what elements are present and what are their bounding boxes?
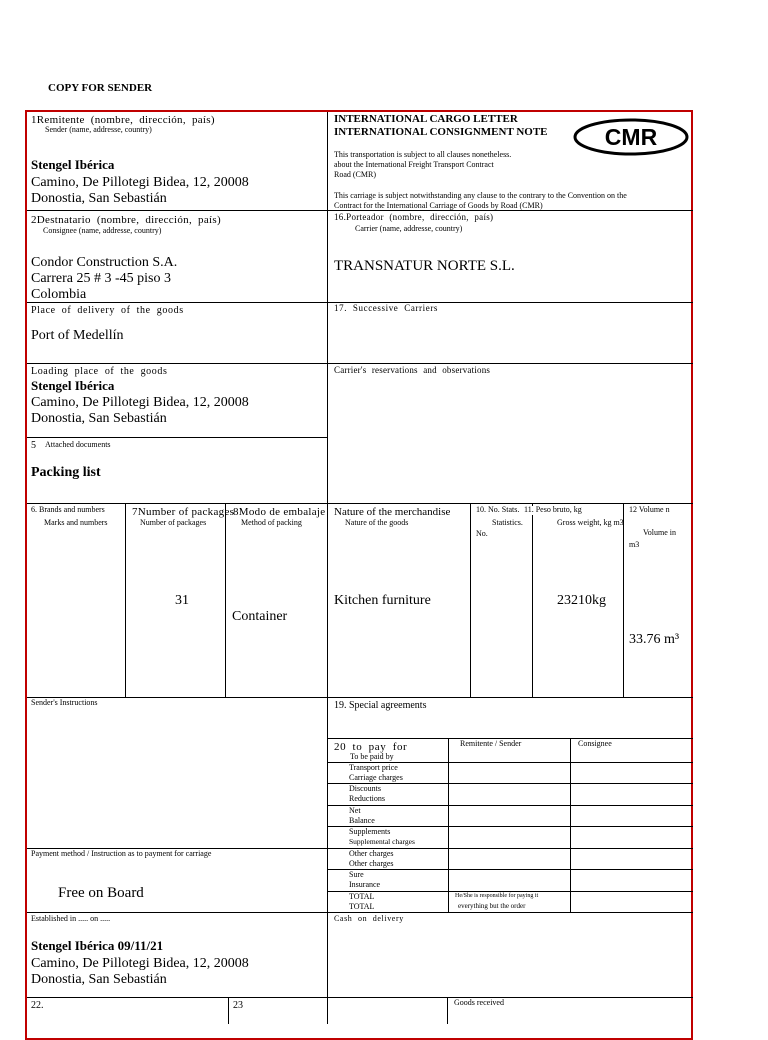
divider xyxy=(448,738,449,912)
divider xyxy=(27,363,693,364)
clause-2b: Contract for the International Carriage of Goods by Road (CMR) xyxy=(334,201,543,210)
consignee-address-1: Carrera 25 # 3 -45 piso 3 xyxy=(31,271,171,286)
merchandise-value: Kitchen furniture xyxy=(334,593,431,608)
packing-value: Container xyxy=(232,609,288,624)
col8-label: 8Modo de embalaje xyxy=(233,506,326,518)
divider xyxy=(328,891,693,892)
box19-label: 19. Special agreements xyxy=(334,700,427,711)
goods-received-label: Goods received xyxy=(454,998,504,1007)
box5-label: Attached documents xyxy=(45,440,111,449)
charge-row-sublabel: Balance xyxy=(349,816,375,825)
col6-sublabel: Marks and numbers xyxy=(44,518,108,527)
box2-label: 2Destnatario (nombre, dirección, país) xyxy=(31,214,221,226)
packages-value: 31 xyxy=(175,593,189,608)
divider xyxy=(532,503,533,697)
divider xyxy=(27,697,693,698)
reservations-label: Carrier's reservations and observations xyxy=(334,365,491,375)
charge-row-label: TOTAL xyxy=(349,892,375,901)
divider xyxy=(225,503,226,697)
clause-2a: This carriage is subject notwithstanding any clause to the contrary to the Convention on the xyxy=(334,191,627,200)
clause-1b: about the International Freight Transport Contract xyxy=(334,160,494,169)
clause-1c: Road (CMR) xyxy=(334,170,376,179)
volume-value: 33.76 m³ xyxy=(629,632,680,647)
loading-address-2: Donostia, San Sebastián xyxy=(31,411,167,426)
box22-label: 22. xyxy=(31,1000,44,1011)
charge-row-sublabel: Other charges xyxy=(349,859,394,868)
charge-row-sublabel: Carriage charges xyxy=(349,773,403,782)
col10-label: 10. No. Stats. xyxy=(476,505,520,514)
payment-label: Payment method / Instruction as to payment for carriage xyxy=(31,849,212,858)
box2-sublabel: Consignee (name, addresse, country) xyxy=(43,226,162,235)
charge-row-label: Transport price xyxy=(349,763,398,772)
weight-value: 23210kg xyxy=(557,593,606,608)
col10-sublabel-2: No. xyxy=(476,529,488,538)
cmr-logo-text: CMR xyxy=(604,124,658,150)
cmr-logo xyxy=(572,117,690,157)
copy-label: COPY FOR SENDER xyxy=(48,82,153,94)
charge-row-sublabel: TOTAL xyxy=(349,902,375,911)
col12-sublabel-2: m3 xyxy=(629,540,640,549)
charge-row-label: Supplements xyxy=(349,827,391,836)
delivery-place: Port of Medellín xyxy=(31,328,124,343)
col12-sublabel-1: Volume in xyxy=(643,528,676,537)
sender-name: Stengel Ibérica xyxy=(31,157,115,172)
sender-address-1: Camino, De Pillotegi Bidea, 12, 20008 xyxy=(31,175,249,190)
col-consignee-header: Consignee xyxy=(578,739,612,748)
charge-row-label: Other charges xyxy=(349,849,394,858)
col6-label: 6. Brands and numbers xyxy=(31,505,105,514)
col7-sublabel: Number of packages xyxy=(140,518,207,527)
col-sender-header: Remitente / Sender xyxy=(460,739,522,748)
instructions-label: Sender's Instructions xyxy=(31,698,98,707)
established-address-1: Camino, De Pillotegi Bidea, 12, 20008 xyxy=(31,956,249,971)
payment-value: Free on Board xyxy=(58,885,144,901)
divider xyxy=(328,783,693,784)
col11-label: 11. Peso bruto, kg xyxy=(524,505,582,514)
consignee-name: Condor Construction S.A. xyxy=(31,255,178,270)
col11-sublabel: Gross weight, kg m3 xyxy=(557,518,624,527)
divider xyxy=(27,912,693,913)
title-line-2: INTERNATIONAL CONSIGNMENT NOTE xyxy=(334,126,548,138)
divider xyxy=(27,437,327,438)
box20-sublabel: To be paid by xyxy=(350,752,394,761)
col9-label: Nature of the merchandise xyxy=(334,506,451,518)
col9-sublabel: Nature of the goods xyxy=(345,518,409,527)
delivery-label: Place of delivery of the goods xyxy=(31,305,184,316)
col10-sublabel-1: Statistics. xyxy=(492,518,523,527)
box20-label: 20 to pay for xyxy=(334,741,408,753)
established-name-date: Stengel Ibérica 09/11/21 xyxy=(31,938,164,953)
charge-row-sublabel: Supplemental charges xyxy=(349,837,415,846)
charge-row-sublabel: Insurance xyxy=(349,880,381,889)
loading-address-1: Camino, De Pillotegi Bidea, 12, 20008 xyxy=(31,395,249,410)
cod-label: Cash on delivery xyxy=(334,914,404,923)
loading-label: Loading place of the goods xyxy=(31,366,168,377)
box5-number: 5 xyxy=(31,440,36,451)
divider xyxy=(328,869,693,870)
charge-row-sublabel: Reductions xyxy=(349,794,385,803)
divider xyxy=(27,503,693,504)
loading-name: Stengel Ibérica xyxy=(31,378,115,393)
consignee-address-2: Colombia xyxy=(31,287,87,302)
clause-1a: This transportation is subject to all clauses nonetheless. xyxy=(334,150,512,159)
divider xyxy=(27,997,693,998)
charge-row-label: Net xyxy=(349,806,361,815)
box16-label: 16.Porteador (nombre, dirección, país) xyxy=(334,212,494,222)
box1-label: 1Remitente (nombre, dirección, país) xyxy=(31,114,215,126)
established-label: Established in ..... on ..... xyxy=(31,914,111,923)
charge-row-label: Discounts xyxy=(349,784,381,793)
established-address-2: Donostia, San Sebastián xyxy=(31,972,167,987)
divider xyxy=(623,503,624,697)
charge-row-label: Sure xyxy=(349,870,364,879)
divider xyxy=(570,738,571,912)
box1-sublabel: Sender (name, addresse, country) xyxy=(45,125,152,134)
sender-address-2: Donostia, San Sebastián xyxy=(31,191,167,206)
carrier-name: TRANSNATUR NORTE S.L. xyxy=(334,258,515,274)
col8-sublabel: Method of packing xyxy=(241,518,302,527)
divider xyxy=(327,112,328,1024)
box23-label: 23 xyxy=(233,1000,243,1011)
attached-document: Packing list xyxy=(31,465,101,480)
box16-sublabel: Carrier (name, addresse, country) xyxy=(355,224,463,233)
divider xyxy=(470,503,471,697)
payment-note-1: He/She is responsible for paying it xyxy=(455,893,539,899)
divider xyxy=(228,997,229,1024)
col12-label: 12 Volume n xyxy=(629,505,670,514)
divider xyxy=(328,805,693,806)
divider xyxy=(447,997,448,1024)
col7-label: 7Number of packages xyxy=(132,506,235,518)
divider xyxy=(125,503,126,697)
box17-label: 17. Successive Carriers xyxy=(334,303,439,313)
payment-note-2: everything but the order xyxy=(458,902,526,910)
title-line-1: INTERNATIONAL CARGO LETTER xyxy=(334,113,518,125)
